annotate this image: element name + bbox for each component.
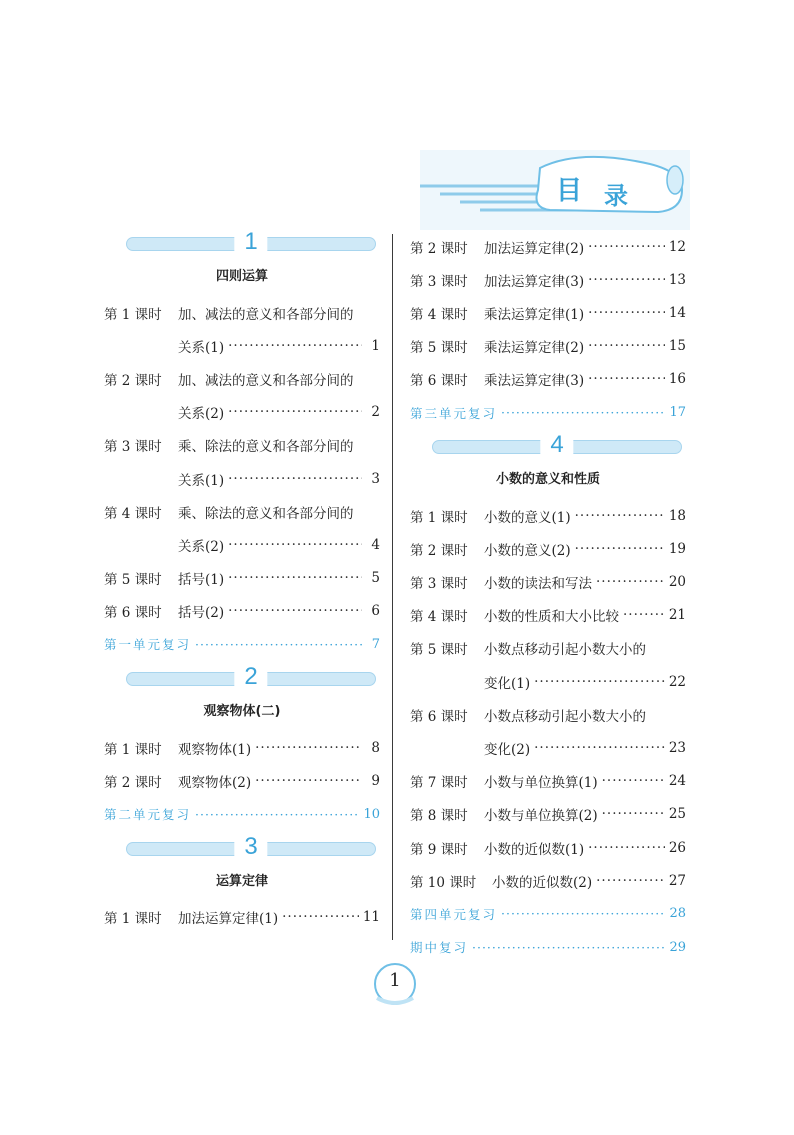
- toc-entry[interactable]: [410, 698, 686, 731]
- contents-title-char-2: 录: [604, 182, 628, 210]
- toc-entry[interactable]: [410, 632, 686, 665]
- unit-review-entry[interactable]: [410, 897, 686, 930]
- lesson-title: 关系(2): [178, 538, 225, 555]
- lesson-title: 关系(1): [178, 472, 225, 489]
- lesson-title: 加、减法的意义和各部分间的: [178, 306, 354, 323]
- page-number-badge: [371, 962, 419, 1010]
- page-number: 24: [668, 773, 686, 790]
- toc-left-column: [104, 230, 380, 934]
- lesson-title: 小数与单位换算(2): [484, 808, 598, 825]
- lesson-label: 第 4 课时: [410, 609, 468, 626]
- unit-number: 1: [234, 226, 267, 258]
- page-number: 26: [668, 839, 686, 856]
- lesson-label: 第 6 课时: [410, 708, 468, 725]
- leader-dots: [588, 272, 665, 288]
- lesson-title: 乘、除法的意义和各部分间的: [178, 439, 354, 456]
- review-title: 第四单元复习: [410, 906, 498, 922]
- page-number: 29: [669, 939, 686, 955]
- leader-dots: [228, 603, 362, 619]
- toc-entry[interactable]: [410, 566, 686, 599]
- leader-dots: [228, 570, 362, 586]
- leader-dots: [588, 239, 665, 255]
- lesson-title: 加法运算定律(3): [484, 273, 585, 290]
- unit-3-banner: [126, 832, 376, 861]
- leader-dots: [228, 537, 362, 553]
- page-number: 13: [668, 271, 686, 288]
- toc-entry[interactable]: [410, 296, 686, 329]
- leader-dots: [602, 773, 665, 789]
- column-divider: [392, 234, 393, 940]
- leader-dots: [228, 404, 362, 420]
- page-number: 7: [371, 636, 380, 652]
- lesson-label: 第 6 课时: [410, 373, 468, 390]
- page-number: 2: [371, 404, 380, 421]
- lesson-title: 小数与单位换算(1): [484, 775, 598, 792]
- lesson-title: 小数的近似数(1): [484, 841, 585, 858]
- lesson-title: 乘法运算定律(2): [484, 340, 585, 357]
- contents-banner: [420, 150, 690, 230]
- toc-entry[interactable]: [410, 330, 686, 363]
- toc-entry-continuation[interactable]: [104, 396, 380, 429]
- leader-dots: [575, 541, 665, 557]
- unit-1-banner: [126, 230, 376, 256]
- toc-entry[interactable]: [410, 831, 686, 864]
- toc-entry-continuation[interactable]: [104, 528, 380, 561]
- toc-entry[interactable]: [410, 363, 686, 396]
- toc-entry[interactable]: [410, 499, 686, 532]
- toc-entry[interactable]: [410, 765, 686, 798]
- leader-dots: [588, 840, 665, 856]
- toc-entry[interactable]: [104, 429, 380, 462]
- leader-dots: [228, 338, 362, 354]
- toc-entry[interactable]: [410, 864, 686, 897]
- leader-dots: [255, 740, 362, 756]
- unit-review-entry[interactable]: [410, 396, 686, 429]
- leader-dots: [588, 371, 665, 387]
- toc-entry[interactable]: [104, 562, 380, 595]
- leader-dots: [596, 574, 665, 590]
- page-number: 10: [363, 806, 380, 822]
- unit-number: 3: [234, 831, 267, 863]
- lesson-label: 第 4 课时: [410, 306, 468, 323]
- lesson-title: 关系(1): [178, 339, 225, 356]
- unit-review-entry[interactable]: [104, 797, 380, 830]
- toc-entry[interactable]: [410, 263, 686, 296]
- leader-dots: [472, 940, 665, 955]
- page-number: 9: [371, 772, 380, 789]
- contents-title-char-1: 目: [556, 176, 583, 206]
- page-number: 5: [371, 570, 380, 587]
- lesson-title: 乘、除法的意义和各部分间的: [178, 505, 354, 522]
- toc-entry[interactable]: [410, 599, 686, 632]
- page-number: 11: [362, 909, 380, 926]
- toc-entry[interactable]: [410, 230, 686, 263]
- lesson-label: 第 5 课时: [104, 572, 162, 589]
- toc-entry-continuation[interactable]: [104, 329, 380, 362]
- page-number: 12: [668, 238, 686, 255]
- lesson-title: 乘法运算定律(3): [484, 373, 585, 390]
- lesson-title: 括号(2): [178, 605, 225, 622]
- toc-entry[interactable]: [410, 798, 686, 831]
- lesson-title: 小数的性质和大小比较: [484, 609, 619, 626]
- review-title: 期中复习: [410, 940, 469, 956]
- lesson-title: 小数点移动引起小数大小的: [484, 642, 646, 659]
- toc-right-column: [410, 230, 686, 964]
- leader-dots: [501, 405, 665, 420]
- scroll-banner-graphic: [420, 150, 690, 230]
- lesson-label: 第 6 课时: [104, 605, 162, 622]
- leader-dots: [596, 873, 665, 889]
- page-number: 8: [371, 739, 380, 756]
- lesson-label: 第 3 课时: [410, 273, 468, 290]
- page-number: 3: [371, 470, 380, 487]
- unit-review-entry[interactable]: [104, 628, 380, 661]
- page-number: 14: [668, 304, 686, 321]
- lesson-title: 变化(1): [484, 675, 531, 692]
- page-number: 16: [668, 371, 686, 388]
- footer-page-number: 1: [389, 970, 401, 991]
- lesson-title: 加法运算定律(1): [178, 911, 279, 928]
- toc-entry[interactable]: [104, 901, 380, 934]
- lesson-title: 小数点移动引起小数大小的: [484, 708, 646, 725]
- lesson-label: 第 1 课时: [104, 306, 162, 323]
- review-title: 第三单元复习: [410, 405, 498, 421]
- lesson-title: 乘法运算定律(1): [484, 306, 585, 323]
- lesson-label: 第 8 课时: [410, 808, 468, 825]
- review-title: 第一单元复习: [104, 637, 192, 653]
- lesson-label: 第 1 课时: [104, 741, 162, 758]
- lesson-label: 第 2 课时: [410, 240, 468, 257]
- page-number: 22: [668, 673, 686, 690]
- toc-entry[interactable]: [104, 595, 380, 628]
- toc-entry[interactable]: [104, 495, 380, 528]
- lesson-title: 关系(2): [178, 406, 225, 423]
- lesson-label: 第 2 课时: [104, 372, 162, 389]
- unit-number: 4: [540, 429, 573, 461]
- lesson-label: 第 1 课时: [104, 911, 162, 928]
- page-number: 23: [668, 740, 686, 757]
- unit-title: 四则运算: [215, 269, 268, 284]
- toc-entry[interactable]: [104, 764, 380, 797]
- leader-dots: [588, 305, 665, 321]
- unit-2-banner: [126, 665, 376, 691]
- lesson-title: 观察物体(1): [178, 741, 252, 758]
- leader-dots: [282, 909, 359, 925]
- leader-dots: [195, 637, 362, 652]
- lesson-title: 观察物体(2): [178, 774, 252, 791]
- lesson-title: 加、减法的意义和各部分间的: [178, 372, 354, 389]
- toc-entry[interactable]: [104, 296, 380, 329]
- review-title: 第二单元复习: [104, 807, 192, 823]
- lesson-label: 第 4 课时: [104, 505, 162, 522]
- page-number: 15: [668, 338, 686, 355]
- lesson-title: 小数的近似数(2): [492, 874, 593, 891]
- page-number: 1: [371, 337, 380, 354]
- unit-4-banner: [432, 433, 682, 459]
- leader-dots: [228, 471, 362, 487]
- lesson-label: 第 5 课时: [410, 642, 468, 659]
- lesson-label: 第 3 课时: [410, 576, 468, 593]
- toc-entry-continuation[interactable]: [410, 665, 686, 698]
- leader-dots: [195, 807, 359, 822]
- page-number: 17: [669, 405, 686, 421]
- unit-title: 运算定律: [215, 873, 268, 889]
- lesson-label: 第 2 课时: [410, 542, 468, 559]
- page-number: 18: [668, 507, 686, 524]
- page-number: 4: [371, 536, 380, 553]
- toc-entry[interactable]: [410, 532, 686, 565]
- leader-dots: [575, 508, 665, 524]
- leader-dots: [623, 607, 665, 623]
- lesson-title: 括号(1): [178, 572, 225, 589]
- page-number: 6: [371, 603, 380, 620]
- midterm-review-entry[interactable]: [410, 931, 686, 964]
- lesson-title: 小数的意义(2): [484, 542, 571, 559]
- toc-entry-continuation[interactable]: [410, 731, 686, 764]
- lesson-label: 第 2 课时: [104, 774, 162, 791]
- lesson-title: 小数的意义(1): [484, 509, 571, 526]
- page-number: 27: [668, 872, 686, 889]
- lesson-label: 第 7 课时: [410, 775, 468, 792]
- page-number: 28: [669, 906, 686, 922]
- page-number: 19: [668, 540, 686, 557]
- lesson-label: 第 3 课时: [104, 439, 162, 456]
- lesson-title: 加法运算定律(2): [484, 240, 585, 257]
- leader-dots: [534, 674, 665, 690]
- leader-dots: [602, 806, 665, 822]
- leader-dots: [255, 773, 362, 789]
- page-number: 25: [668, 806, 686, 823]
- leader-dots: [534, 740, 665, 756]
- leader-dots: [501, 906, 665, 921]
- page-number: 20: [668, 574, 686, 591]
- lesson-label: 第 5 课时: [410, 340, 468, 357]
- unit-number: 2: [234, 661, 267, 693]
- leader-dots: [588, 338, 665, 354]
- unit-title: 小数的意义和性质: [495, 472, 600, 488]
- toc-entry-continuation[interactable]: [104, 462, 380, 495]
- lesson-label: 第 9 课时: [410, 841, 468, 858]
- lesson-title: 小数的读法和写法: [484, 576, 592, 593]
- lesson-title: 变化(2): [484, 742, 531, 759]
- lesson-label: 第 10 课时: [410, 874, 477, 891]
- toc-entry[interactable]: [104, 731, 380, 764]
- toc-entry[interactable]: [104, 362, 380, 395]
- lesson-label: 第 1 课时: [410, 509, 468, 526]
- page-number: 21: [668, 607, 686, 624]
- unit-title: 观察物体(二): [203, 704, 281, 720]
